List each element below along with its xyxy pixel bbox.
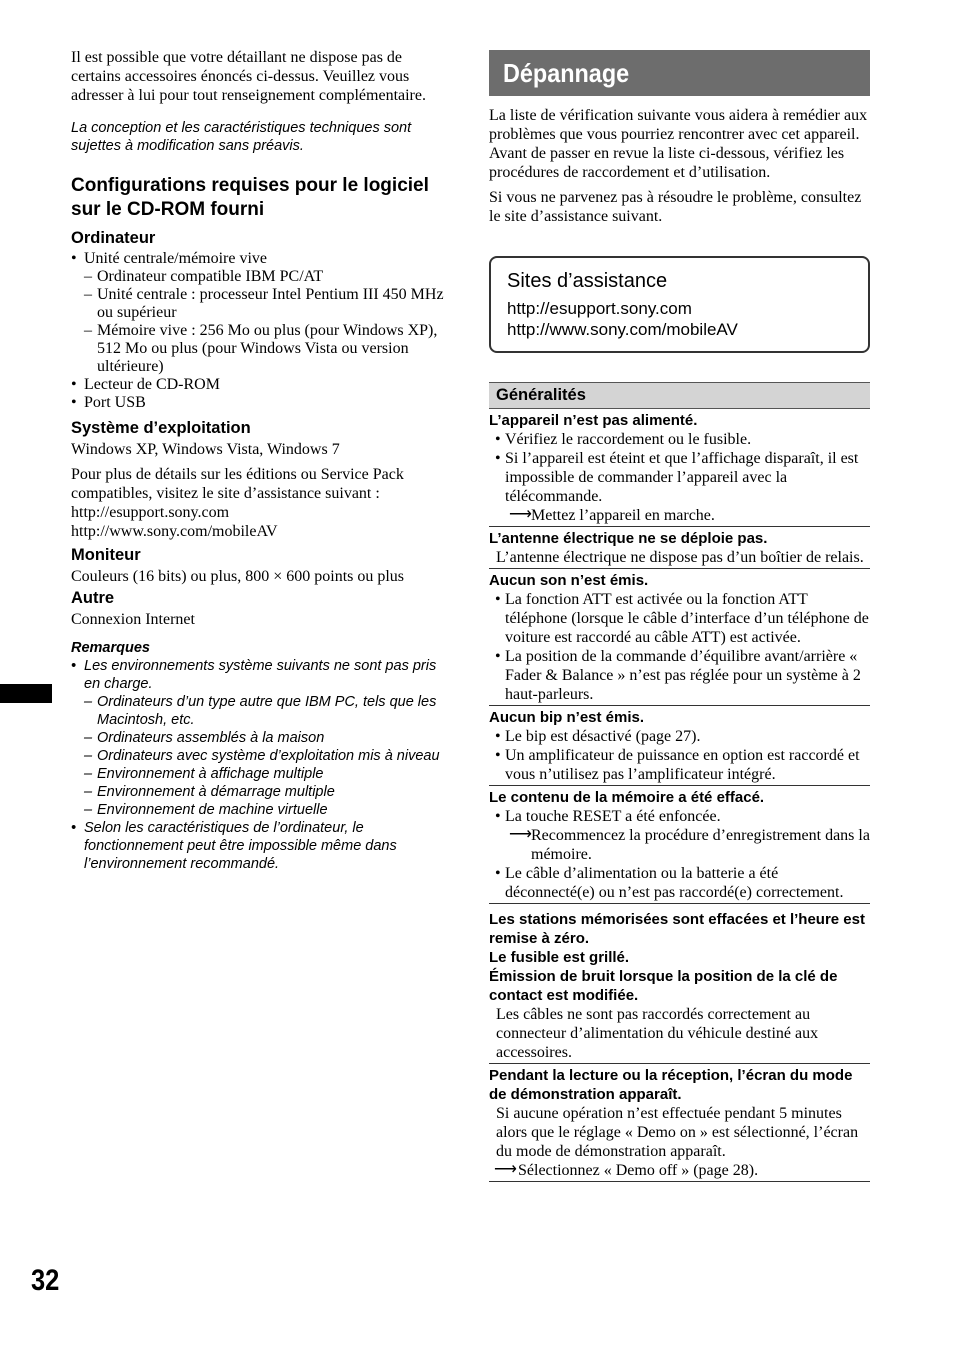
issue-demo-mode [489,1064,870,1182]
issue-title: Aucun son n’est émis. [489,572,649,589]
section-tab-marker [0,684,52,703]
moniteur-text: Couleurs (16 bits) ou plus, 800 × 600 points ou plus [71,568,405,585]
issue-stations-erased [489,904,870,1064]
remedy-line: ⟶ Mettez l’appareil en marche. [509,506,715,524]
troubleshoot-intro-3: Si vous ne parvenez pas à résoudre le problème, consultez le site d’assistance suivant. [489,189,862,225]
design-note: La conception et les caractéristiques techniques sont sujettes à modification sans préavis. [71,120,412,154]
page-number: 32 [31,1264,60,1297]
list-item: – Environnement de machine virtuelle [71,801,453,819]
systeme-url-2: http://www.sony.com/mobileAV [71,523,278,540]
list-item: – Ordinateurs d’un type autre que IBM PC, tels que les Macintosh, etc. [71,693,453,729]
troubleshoot-intro-2: Avant de passer en revue la liste ci-dessous, vérifiez les procédures de raccordement et d’utilisation. [489,145,845,181]
issue-text: Les câbles ne sont pas raccordés correctement au connecteur d’alimentation du véhicule destiné aux accessoires. [496,1006,819,1061]
ordinateur-list [71,250,453,412]
list-item: – Ordinateurs avec système d’exploitation mis à niveau [71,747,453,765]
issue-text: L’antenne électrique ne dispose pas d’un boîtier de relais. [496,549,864,566]
list-item: • Port USB [71,394,453,412]
ordinateur-heading: Ordinateur [71,229,156,247]
autre-heading: Autre [71,589,115,607]
list-item: – Ordinateur compatible IBM PC/AT [71,268,453,286]
autre-text: Connexion Internet [71,611,195,628]
arrow-icon: ⟶ [509,506,532,523]
issue-title: Émission de bruit lorsque la position de la clé de contact est modifiée. [489,968,838,1004]
list-item: – Ordinateurs assemblés à la maison [71,729,453,747]
issue-title: Pendant la lecture ou la réception, l’écran du mode de démonstration apparaît. [489,1067,853,1103]
list-item: • Les environnements système suivants ne sont pas pris en charge. – Ordinateurs d’un type autre que IBM PC, tels que les Macintosh, etc. – Ordinateurs assemblés à la maison – Ordinateurs avec système d’exploitation mis à niveau – Environnement à affichage multiple – Environnement à démarrage multiple – Environnement de machine virtuelle [71,657,453,819]
list-item: • Vérifiez le raccordement ou le fusible. [495,430,870,449]
support-link-2[interactable]: http://www.sony.com/mobileAV [507,320,738,339]
support-sites-box [489,256,870,353]
issue-title: L’antenne électrique ne se déploie pas. [489,530,768,547]
requirements-heading: Configurations requises pour le logiciel sur le CD-ROM fourni [71,175,429,220]
list-item: • La position de la commande d’équilibre avant/arrière « Fader & Balance » n’est pas réglée pour un système à 2 haut-parleurs. [495,647,870,704]
support-link-1[interactable]: http://esupport.sony.com [507,299,692,318]
moniteur-heading: Moniteur [71,546,141,564]
arrow-icon: ⟶ [509,826,532,843]
issue-title: Le fusible est grillé. [489,949,630,966]
right-column [489,50,870,1182]
systeme-url-1: http://esupport.sony.com [71,504,230,521]
issue-title: Le contenu de la mémoire a été effacé. [489,789,765,806]
section-header-generalites: Généralités [489,382,870,409]
page-title: Dépannage [489,50,870,96]
list-item: • Si l’appareil est éteint et que l’affichage disparaît, il est impossible de commander l’appareil avec la télécommande. [495,449,870,506]
list-item: – Mémoire vive : 256 Mo ou plus (pour Windows XP), 512 Mo ou plus (pour Windows Vista ou version ultérieure) [71,322,453,376]
issue-title: Aucun bip n’est émis. [489,709,645,726]
issue-title: L’appareil n’est pas alimenté. [489,412,698,429]
issue-no-power [489,409,870,527]
list-item: – Unité centrale : processeur Intel Pentium III 450 MHz ou supérieur [71,286,453,322]
issue-text: Si aucune opération n’est effectuée pendant 5 minutes alors que le réglage « Demo on » est sélectionné, l’écran du mode de démonstration apparaît. [496,1105,859,1160]
list-item: • Lecteur de CD-ROM [71,376,453,394]
systeme-details: Pour plus de détails sur les éditions ou Service Pack compatibles, visitez le site d’assistance suivant : [71,466,404,502]
systeme-text: Windows XP, Windows Vista, Windows 7 [71,441,340,458]
support-title: Sites d’assistance [507,270,668,292]
issue-memory-erased [489,786,870,904]
issue-title: Les stations mémorisées sont effacées et l’heure est remise à zéro. [489,911,865,947]
issue-antenna [489,527,870,569]
systeme-heading: Système d’exploitation [71,419,251,437]
remarques-heading: Remarques [71,640,150,656]
list-item: • Le câble d’alimentation ou la batterie a été déconnecté(e) ou n’est pas raccordé(e) correctement. [495,864,870,902]
remedy-line: ⟶ Recommencez la procédure d’enregistrement dans la mémoire. [509,826,870,863]
arrow-icon: ⟶ [494,1161,517,1178]
left-column [71,46,453,873]
list-item: – Environnement à affichage multiple [71,765,453,783]
accessories-note: Il est possible que votre détaillant ne dispose pas de certains accessoires énoncés ci-dessus. Veuillez vous adresser à lui pour tout renseignement complémentaire. [71,49,426,104]
list-item: • Le bip est désactivé (page 27). [495,727,870,746]
issue-no-sound [489,569,870,706]
troubleshoot-intro-1: La liste de vérification suivante vous aidera à remédier aux problèmes que vous pourriez rencontrer avec cet appareil. [489,107,868,143]
list-item: • La fonction ATT est activée ou la fonction ATT téléphone (lorsque le câble d’interface d’un téléphone de voiture est raccordé au câble ATT) est activée. [495,590,870,647]
list-item: • La touche RESET a été enfoncée. [495,807,870,826]
remarques-list [71,657,453,873]
list-item: – Environnement à démarrage multiple [71,783,453,801]
list-item: • Unité centrale/mémoire vive – Ordinateur compatible IBM PC/AT – Unité centrale : processeur Intel Pentium III 450 MHz ou supérieur – Mémoire vive : 256 Mo ou plus (pour Windows XP), 512 Mo ou plus (pour Windows Vista ou version ultérieure) [71,250,453,376]
list-item: • Un amplificateur de puissance en option est raccordé et vous n’utilisez pas l’amplificateur intégré. [495,746,870,784]
list-item: • Selon les caractéristiques de l’ordinateur, le fonctionnement peut être impossible même dans l’environnement recommandé. [71,819,453,873]
remedy-line: ⟶ Sélectionnez « Demo off » (page 28). [494,1161,759,1179]
issue-no-beep [489,706,870,786]
